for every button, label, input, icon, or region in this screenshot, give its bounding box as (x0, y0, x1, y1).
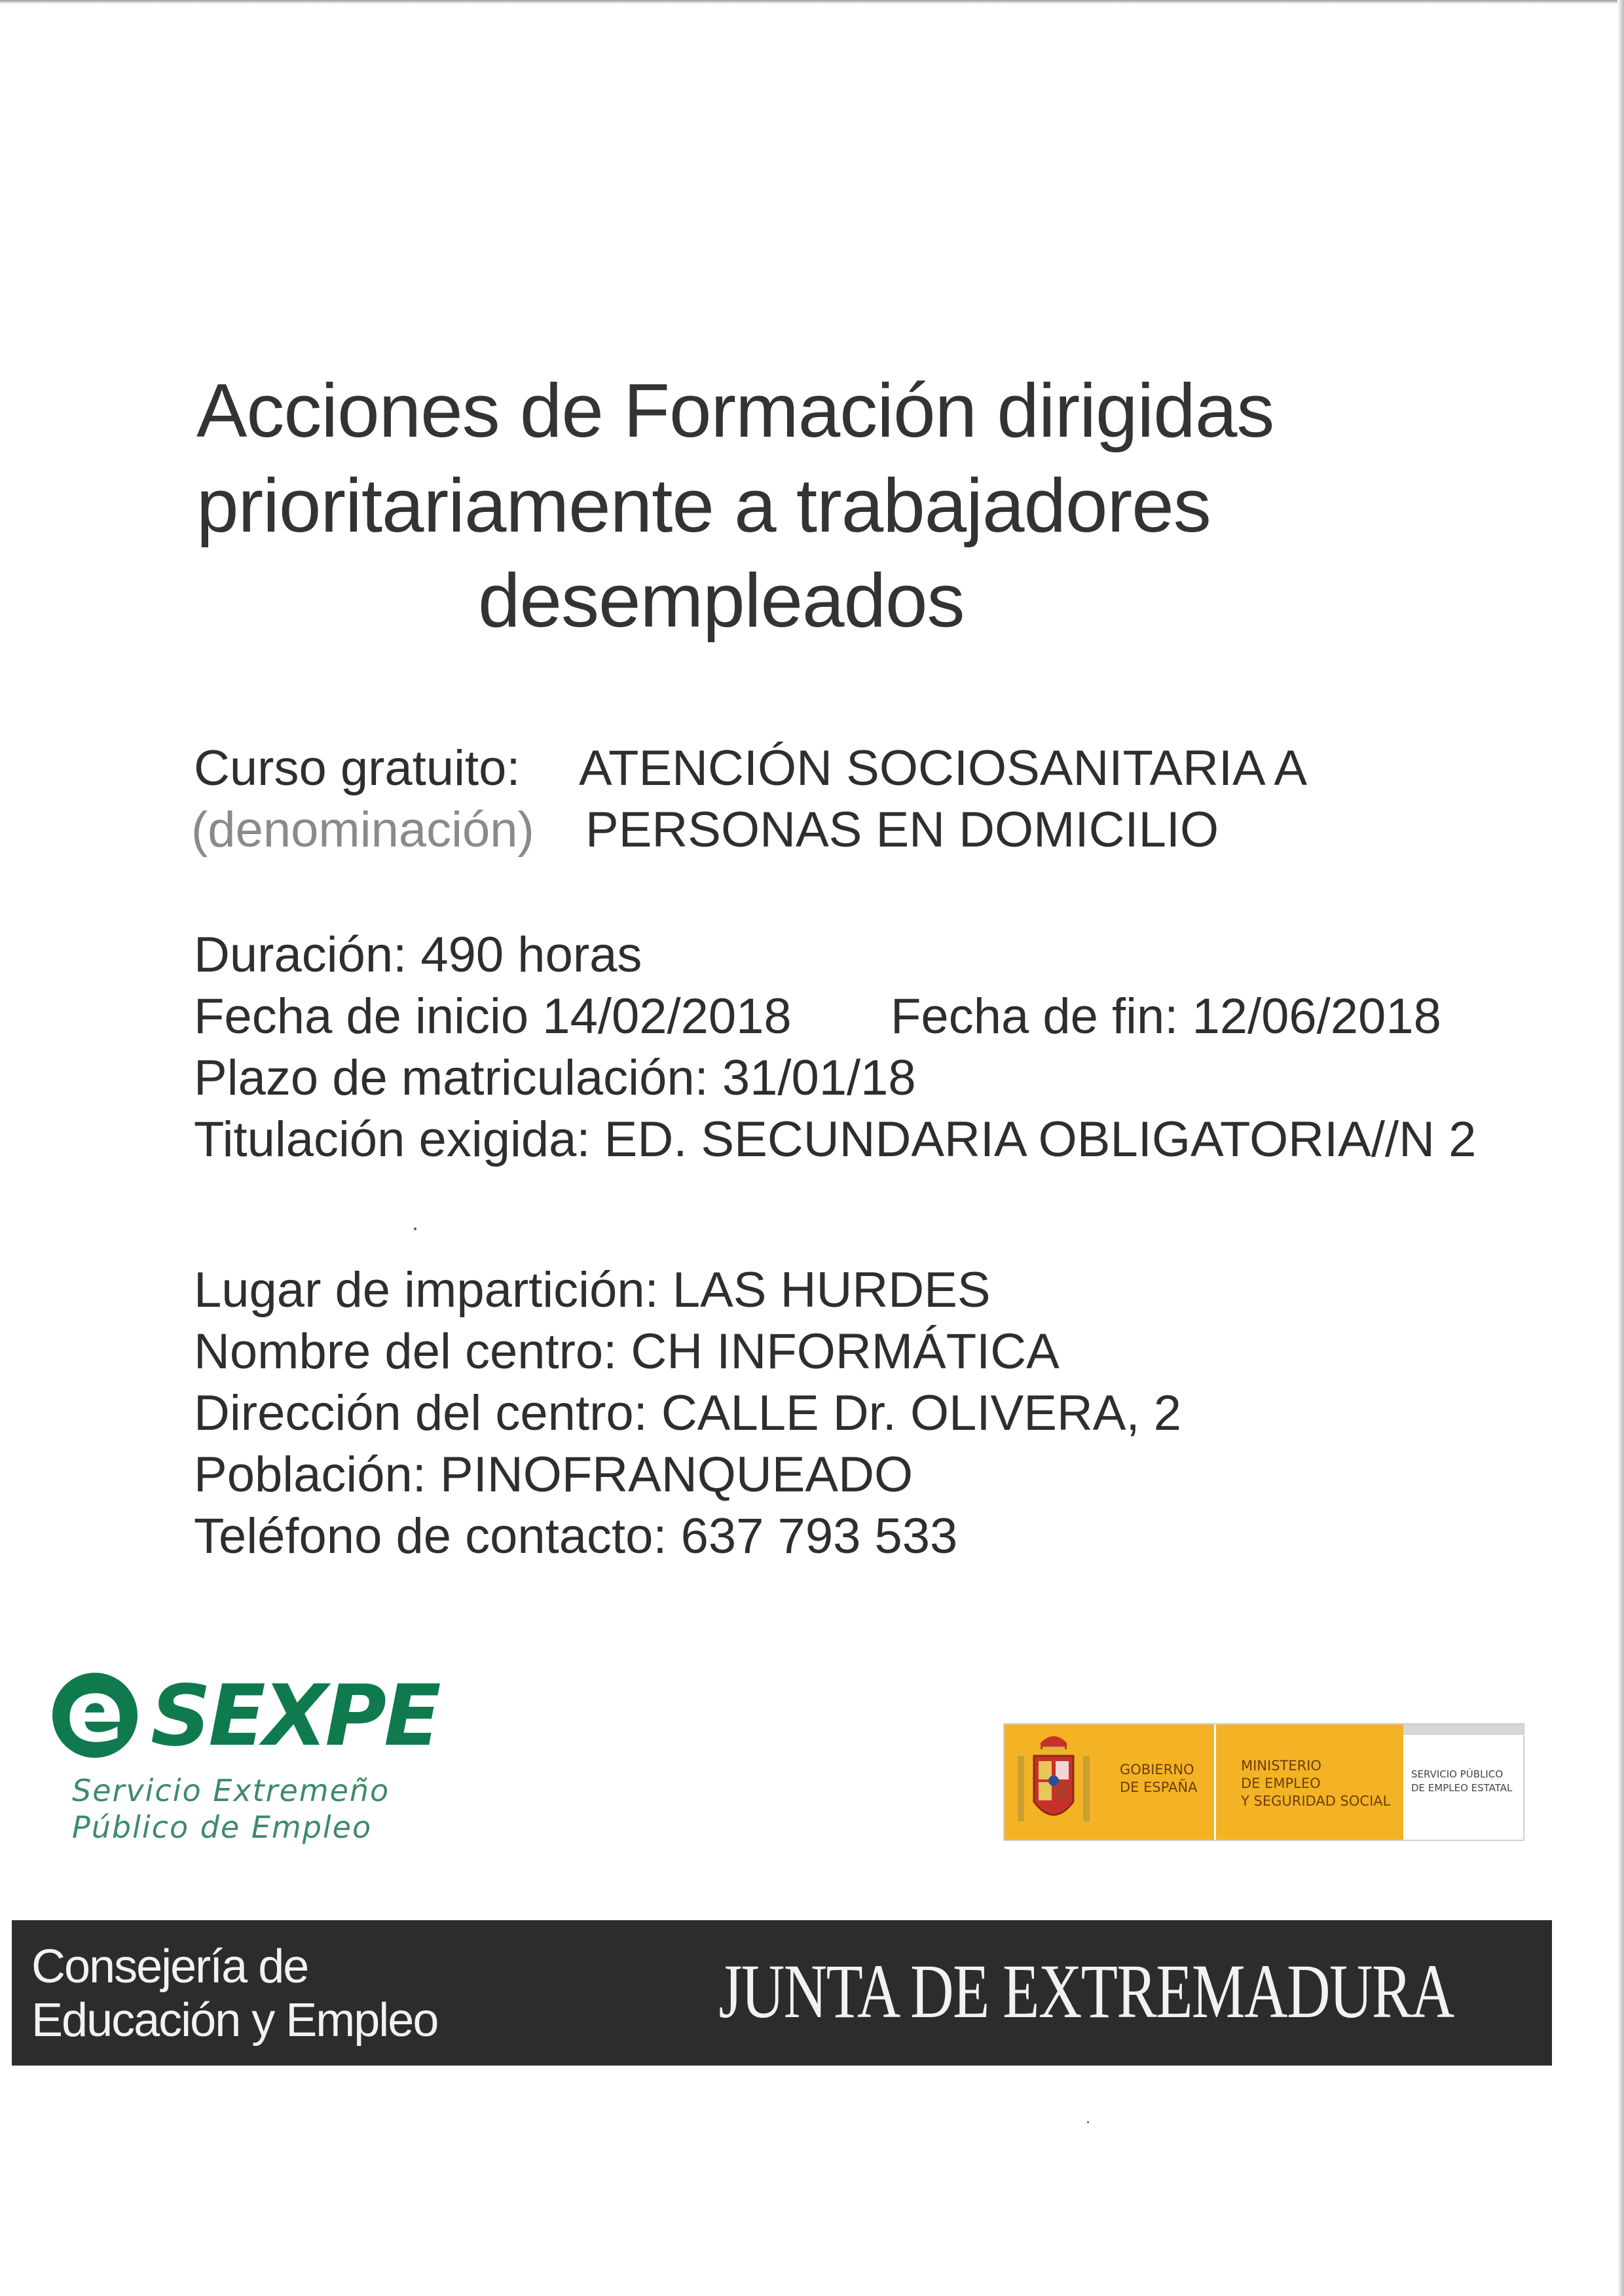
gobierno-text: GOBIERNO DE ESPAÑA (1120, 1762, 1198, 1795)
ministerio-text: MINISTERIO DE EMPLEO Y SEGURIDAD SOCIAL (1241, 1758, 1391, 1809)
document-title (196, 363, 1349, 648)
scan-speck (1087, 2121, 1089, 2123)
ministerio-panel (1214, 1724, 1403, 1840)
venue-phone: Teléfono de contacto: 637 793 533 (194, 1508, 958, 1564)
duration: Duración: 490 horas (194, 927, 642, 983)
enrollment-deadline: Plazo de matriculación: 31/01/18 (194, 1050, 916, 1106)
scan-edge-right (1617, 0, 1624, 2296)
consejeria-line-1: Consejería de (31, 1941, 308, 1993)
course-name-line-1: ATENCIÓN SOCIOSANITARIA A (579, 740, 1308, 796)
gobierno-espana-logo (1003, 1723, 1524, 1841)
sexpe-e-icon: e (52, 1673, 138, 1758)
scan-edge-top (0, 0, 1624, 4)
scan-speck (414, 1228, 416, 1230)
venue-center: Nombre del centro: CH INFORMÁTICA (194, 1324, 1060, 1379)
gobierno-panel (1005, 1724, 1214, 1840)
start-date: Fecha de inicio 14/02/2018 (194, 989, 792, 1044)
title-line-3: desempleados (478, 558, 965, 643)
sexpe-subtitle-line-2: Público de Empleo (72, 1810, 373, 1845)
course-label-note: (denominación) (191, 802, 534, 858)
consejeria-line-2: Educación y Empleo (31, 1994, 438, 2047)
venue-address: Dirección del centro: CALLE Dr. OLIVERA, 2 (194, 1385, 1181, 1441)
required-qualification: Titulación exigida: ED. SECUNDARIA OBLIGATORIA//N 2 (194, 1112, 1477, 1167)
junta-extremadura-logo: JUNTA DE EXTREMADURA (718, 1948, 1454, 2034)
sepe-panel (1403, 1724, 1523, 1840)
consejeria-label (31, 1940, 437, 2047)
sexpe-subtitle (72, 1772, 390, 1846)
sexpe-logo (52, 1662, 439, 1856)
sepe-text: SERVICIO PÚBLICO DE EMPLEO ESTATAL (1411, 1768, 1513, 1794)
venue-place: Lugar de impartición: LAS HURDES (194, 1262, 991, 1318)
end-date: Fecha de fin: 12/06/2018 (891, 989, 1441, 1044)
course-label: Curso gratuito: (194, 740, 521, 796)
coat-of-arms-icon (1011, 1730, 1096, 1834)
venue-town: Población: PINOFRANQUEADO (194, 1447, 913, 1503)
title-line-2: prioritariamente a trabajadores (196, 463, 1211, 548)
title-line-1: Acciones de Formación dirigidas (196, 368, 1274, 453)
sexpe-subtitle-line-1: Servicio Extremeño (72, 1773, 390, 1808)
footer-bar (12, 1920, 1552, 2066)
course-name-line-2: PERSONAS EN DOMICILIO (585, 802, 1219, 858)
sexpe-name: SEXPE (151, 1667, 439, 1765)
